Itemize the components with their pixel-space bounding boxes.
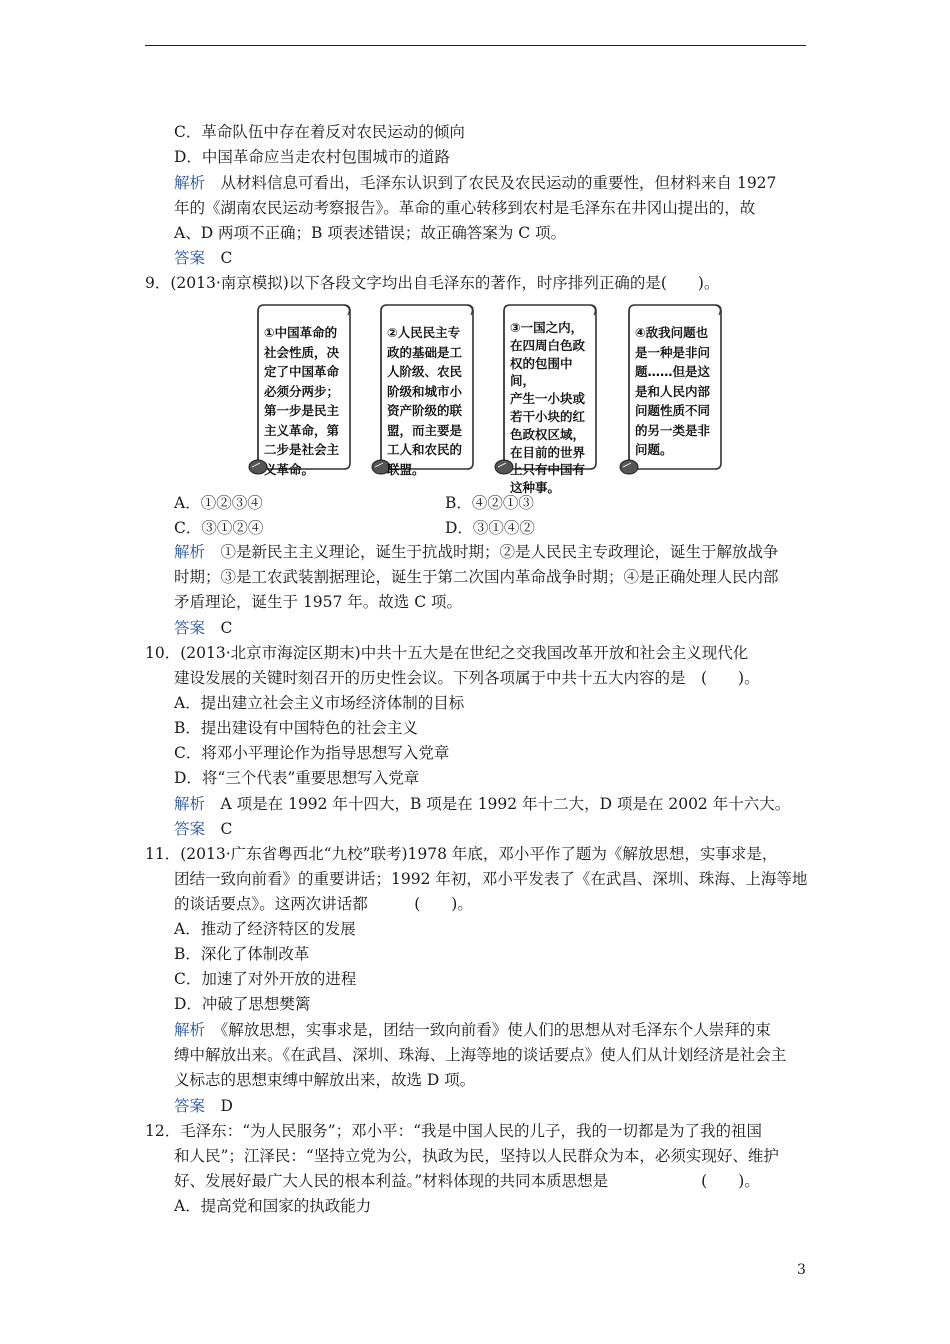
analysis-label: 解析 (174, 174, 206, 192)
q11-stem-line-1: 11．(2013·广东省粤西北“九校”联考)1978 年底，邓小平作了题为《解放思想，实事求是， (145, 845, 778, 863)
q10-option-b: B．提出建设有中国特色的社会主义 (174, 719, 418, 737)
scroll-1-text: ①中国革命的 社会性质，决 定了中国革命 必须分两步； 第一步是民主 主义革命，第 二步是社会主 义革命。 (264, 325, 340, 477)
q8-option-d: D．中国革命应当走农村包围城市的道路 (174, 148, 450, 166)
q11-analysis-line-2: 缚中解放出来。《在武昌、深圳、珠海、上海等地的谈话要点》使人们从计划经济是社会主 (174, 1046, 787, 1064)
q9-analysis-line-1: 解析 ①是新民主主义理论，诞生于抗战时期；②是人民民主专政理论，诞生于解放战争 (174, 543, 779, 561)
q11-option-c: C．加速了对外开放的进程 (174, 970, 357, 988)
q10-stem-line-1: 10．(2013·北京市海淀区期末)中共十五大是在世纪之交我国改革开放和社会主义现代化 (145, 644, 749, 662)
q11-stem-line-2: 团结一致向前看》的重要讲话；1992 年初，邓小平发表了《在武昌、深圳、珠海、上海等地 (174, 870, 808, 888)
q9-answer: 答案 C (174, 619, 233, 637)
q10-option-d: D．将“三个代表”重要思想写入党章 (174, 769, 420, 787)
q11-option-a: A．推动了经济特区的发展 (174, 920, 356, 938)
q10-option-c: C．将邓小平理论作为指导思想写入党章 (174, 744, 450, 762)
q12-stem-line-2: 和人民”；江泽民：“坚持立党为公，执政为民，坚持以人民群众为本，必须实现好、维护 (174, 1147, 779, 1165)
q9-option-b: B．④②①③ (445, 494, 534, 512)
q10-analysis-line-1: 解析 A 项是在 1992 年十四大，B 项是在 1992 年十二大，D 项是在 2002 年十六大。 (174, 795, 791, 813)
q9-option-c: C．③①②④ (174, 519, 264, 537)
answer-label: 答案 (174, 1097, 206, 1115)
q12-stem-line-1: 12．毛泽东：“为人民服务”；邓小平：“我是中国人民的儿子，我的一切都是为了我的祖国 (145, 1122, 762, 1140)
scroll-4-text: ④敌我问题也 是一种是非问 题……但是这 是和人民内部 问题性质不同 的另一类是非 问题。 (635, 325, 711, 457)
q10-stem-line-2: 建设发展的关键时刻召开的历史性会议。下列各项属于中共十五大内容的是 ( )。 (174, 669, 760, 687)
q8-answer: 答案 C (174, 249, 233, 267)
q9-analysis-line-3: 矛盾理论，诞生于 1957 年。故选 C 项。 (174, 593, 463, 611)
scroll-3-text: ③一国之内， 在四周白色政 权的包围中间， 产生一小块或 若干小块的红 色政权区域， 在目前的世界 上只有中国有 这种事。 (510, 320, 586, 496)
q11-option-d: D．冲破了思想樊篱 (174, 995, 311, 1013)
q9-analysis-line-2: 时期；③是工农武装割据理论，诞生于第二次国内革命战争时期；④是正确处理人民内部 (174, 568, 779, 586)
q12-stem-line-3: 好、发展好最广大人民的根本利益。”材料体现的共同本质思想是 ( )。 (174, 1172, 760, 1190)
q8-analysis-line-3: A、D 两项不正确；B 项表述错误；故正确答案为 C 项。 (174, 224, 567, 242)
page-number: 3 (797, 1262, 806, 1278)
q10-option-a: A．提出建立社会主义市场经济体制的目标 (174, 694, 465, 712)
q11-analysis-line-3: 义标志的思想束缚中解放出来，故选 D 项。 (174, 1071, 476, 1089)
analysis-label: 解析 (174, 795, 206, 813)
q8-analysis-line-1: 解析 从材料信息可看出，毛泽东认识到了农民及农民运动的重要性，但材料来自 1927 (174, 174, 777, 192)
q9-scroll-1 (248, 303, 352, 475)
scroll-2-text: ②人民民主专 政的基础是工 人阶级、农民 阶级和城市小 资产阶级的联 盟，而主要是 工人和农民的 联盟。 (387, 325, 463, 477)
q12-option-a: A．提高党和国家的执政能力 (174, 1197, 372, 1215)
answer-label: 答案 (174, 249, 206, 267)
q11-option-b: B．深化了体制改革 (174, 945, 310, 963)
analysis-label: 解析 (174, 1021, 206, 1039)
q10-answer: 答案 C (174, 820, 233, 838)
q11-analysis-line-1: 解析 《解放思想，实事求是，团结一致向前看》使人们的思想从对毛泽东个人崇拜的束 (174, 1021, 771, 1039)
q11-answer: 答案 D (174, 1097, 233, 1115)
q9-scroll-3 (494, 303, 598, 496)
q8-option-c: C．革命队伍中存在着反对农民运动的倾向 (174, 123, 465, 141)
answer-label: 答案 (174, 619, 206, 637)
q11-stem-line-3: 的谈话要点》。这两次讲话都 ( )。 (174, 895, 473, 913)
q9-stem: 9．(2013·南京模拟)以下各段文字均出自毛泽东的著作，时序排列正确的是( )。 (145, 274, 720, 292)
q9-scroll-2 (371, 303, 475, 475)
q8-analysis-line-2: 年的《湖南农民运动考察报告》。革命的重心转移到农村是毛泽东在井冈山提出的，故 (174, 199, 756, 217)
answer-label: 答案 (174, 820, 206, 838)
analysis-label: 解析 (174, 543, 206, 561)
q9-option-a: A．①②③④ (174, 494, 263, 512)
q9-scroll-4 (619, 303, 723, 475)
q9-option-d: D．③①④② (445, 519, 535, 537)
header-rule (145, 45, 806, 46)
